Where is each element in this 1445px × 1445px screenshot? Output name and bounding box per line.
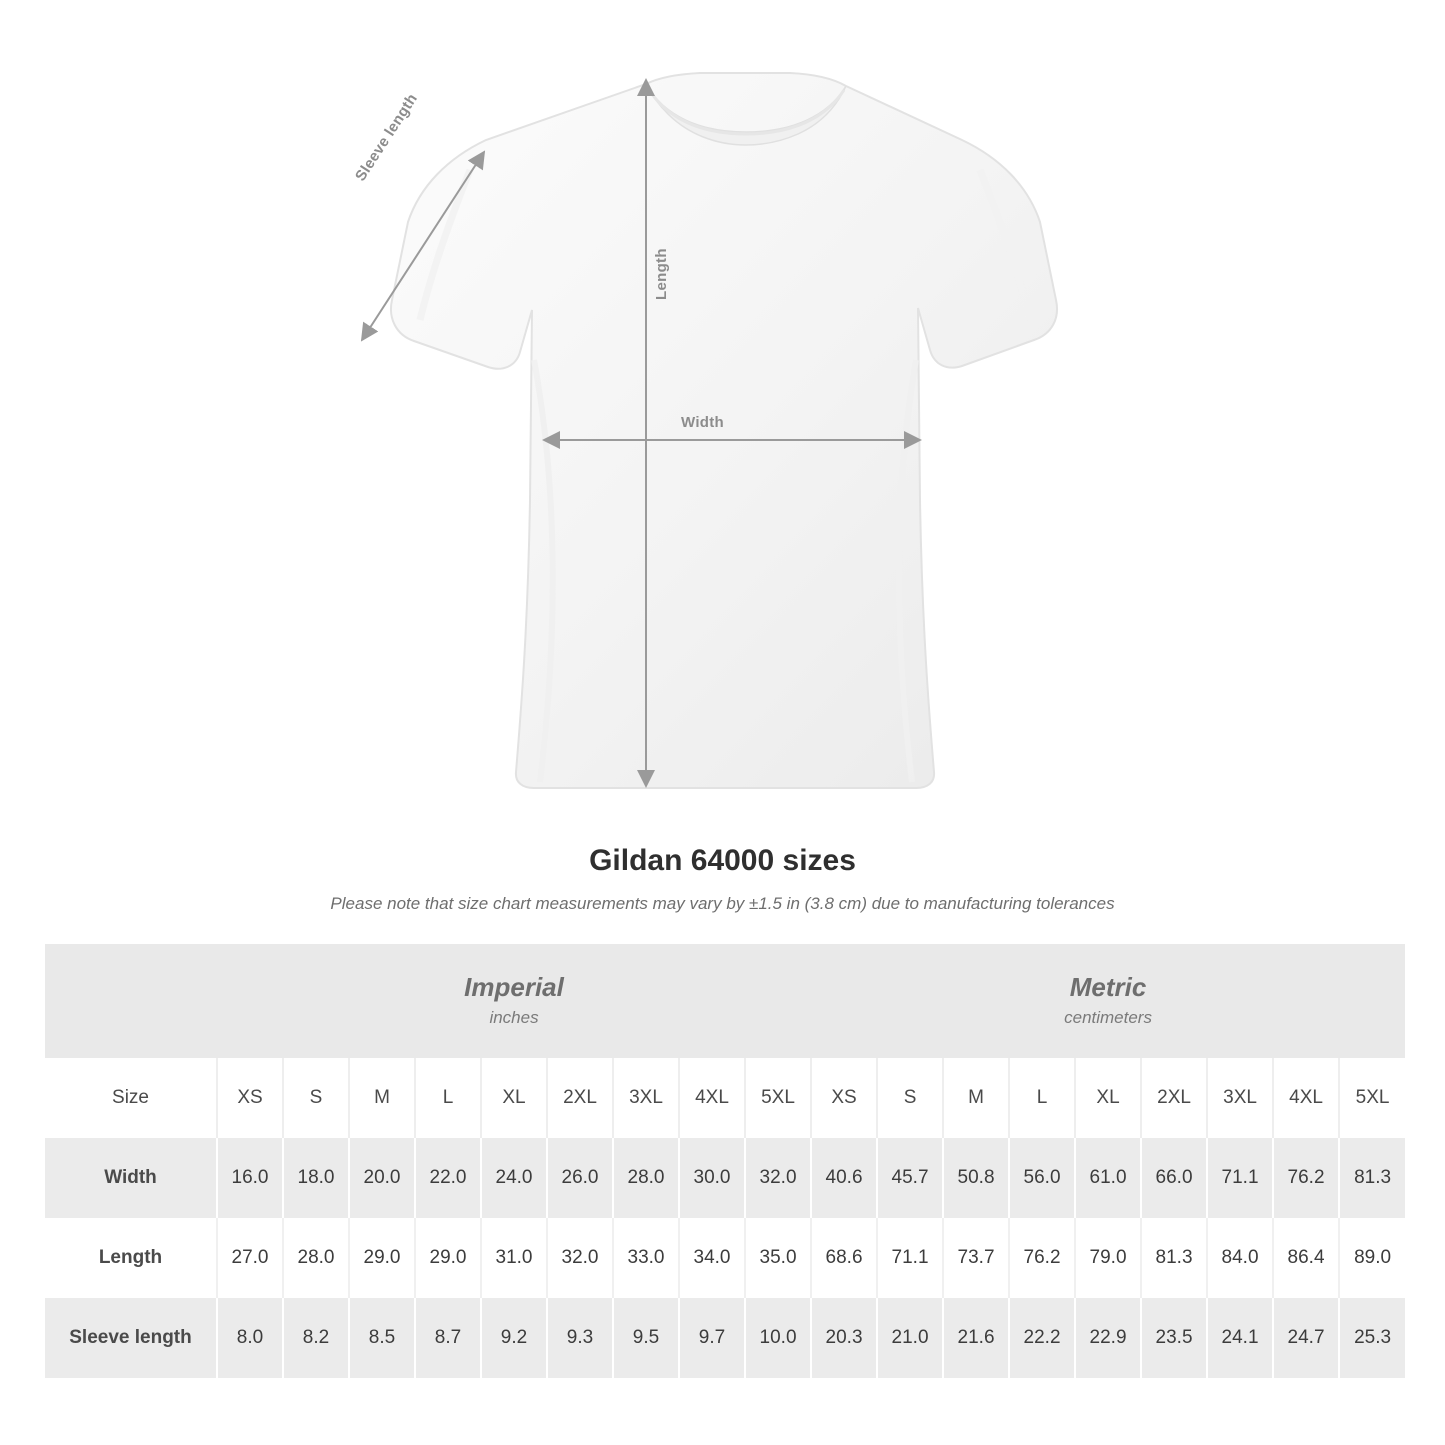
unit-header-row [45, 944, 1405, 1058]
cell: 84.0 [1207, 1218, 1273, 1298]
row-label: Width [45, 1138, 217, 1218]
unit-header-spacer [45, 944, 217, 1058]
size-table [45, 944, 1405, 1378]
cell: 24.7 [1273, 1298, 1339, 1378]
column-header: 2XL [1141, 1058, 1207, 1138]
unit-metric-title: Metric [1069, 972, 1147, 1003]
cell: 20.0 [349, 1138, 415, 1218]
unit-header-imperial [217, 944, 811, 1058]
cell: 40.6 [811, 1138, 877, 1218]
column-header: XL [1075, 1058, 1141, 1138]
column-header: 4XL [1273, 1058, 1339, 1138]
row-label: Length [45, 1218, 217, 1298]
cell: 27.0 [217, 1218, 283, 1298]
column-header: 4XL [679, 1058, 745, 1138]
cell: 16.0 [217, 1138, 283, 1218]
cell: 9.7 [679, 1298, 745, 1378]
cell: 8.7 [415, 1298, 481, 1378]
cell: 23.5 [1141, 1298, 1207, 1378]
cell: 8.5 [349, 1298, 415, 1378]
column-header: S [877, 1058, 943, 1138]
sleeve-length-label: Sleeve length [352, 90, 422, 185]
unit-metric-sub: centimeters [1064, 1007, 1152, 1027]
column-header: S [283, 1058, 349, 1138]
table-row [45, 1138, 1405, 1218]
cell: 9.3 [547, 1298, 613, 1378]
column-header: XL [481, 1058, 547, 1138]
cell: 71.1 [877, 1218, 943, 1298]
cell: 29.0 [349, 1218, 415, 1298]
cell: 20.3 [811, 1298, 877, 1378]
cell: 22.2 [1009, 1298, 1075, 1378]
column-header: 5XL [745, 1058, 811, 1138]
unit-imperial-sub: inches [489, 1007, 539, 1027]
size-table-wrapper [45, 944, 1400, 1378]
cell: 21.0 [877, 1298, 943, 1378]
cell: 26.0 [547, 1138, 613, 1218]
cell: 8.0 [217, 1298, 283, 1378]
column-header: L [1009, 1058, 1075, 1138]
cell: 86.4 [1273, 1218, 1339, 1298]
cell: 9.5 [613, 1298, 679, 1378]
cell: 25.3 [1339, 1298, 1405, 1378]
unit-header-metric [811, 944, 1405, 1058]
table-header-row [45, 1058, 1405, 1138]
cell: 31.0 [481, 1218, 547, 1298]
length-label: Length [653, 248, 670, 300]
unit-imperial-title: Imperial [464, 972, 564, 1003]
cell: 10.0 [745, 1298, 811, 1378]
cell: 21.6 [943, 1298, 1009, 1378]
cell: 89.0 [1339, 1218, 1405, 1298]
column-header: 3XL [613, 1058, 679, 1138]
cell: 28.0 [283, 1218, 349, 1298]
cell: 66.0 [1141, 1138, 1207, 1218]
column-header: M [943, 1058, 1009, 1138]
cell: 45.7 [877, 1138, 943, 1218]
cell: 56.0 [1009, 1138, 1075, 1218]
cell: 24.1 [1207, 1298, 1273, 1378]
cell: 18.0 [283, 1138, 349, 1218]
column-header-size: Size [45, 1058, 217, 1138]
cell: 9.2 [481, 1298, 547, 1378]
cell: 76.2 [1273, 1138, 1339, 1218]
row-label: Sleeve length [45, 1298, 217, 1378]
cell: 73.7 [943, 1218, 1009, 1298]
column-header: M [349, 1058, 415, 1138]
column-header: 3XL [1207, 1058, 1273, 1138]
table-row [45, 1298, 1405, 1378]
column-header: L [415, 1058, 481, 1138]
cell: 8.2 [283, 1298, 349, 1378]
cell: 22.0 [415, 1138, 481, 1218]
cell: 33.0 [613, 1218, 679, 1298]
column-header: XS [811, 1058, 877, 1138]
column-header: 5XL [1339, 1058, 1405, 1138]
cell: 34.0 [679, 1218, 745, 1298]
cell: 50.8 [943, 1138, 1009, 1218]
cell: 81.3 [1339, 1138, 1405, 1218]
cell: 81.3 [1141, 1218, 1207, 1298]
tolerance-note: Please note that size chart measurements may vary by ±1.5 in (3.8 cm) due to manufacturing tolerances [330, 894, 1115, 913]
column-header: XS [217, 1058, 283, 1138]
cell: 79.0 [1075, 1218, 1141, 1298]
cell: 24.0 [481, 1138, 547, 1218]
cell: 61.0 [1075, 1138, 1141, 1218]
title-block [0, 844, 1445, 914]
cell: 30.0 [679, 1138, 745, 1218]
cell: 29.0 [415, 1218, 481, 1298]
cell: 76.2 [1009, 1218, 1075, 1298]
column-header: 2XL [547, 1058, 613, 1138]
page-title: Gildan 64000 sizes [589, 844, 856, 877]
cell: 28.0 [613, 1138, 679, 1218]
table-row [45, 1218, 1405, 1298]
cell: 32.0 [547, 1218, 613, 1298]
cell: 22.9 [1075, 1298, 1141, 1378]
cell: 35.0 [745, 1218, 811, 1298]
cell: 32.0 [745, 1138, 811, 1218]
cell: 68.6 [811, 1218, 877, 1298]
cell: 71.1 [1207, 1138, 1273, 1218]
width-label: Width [681, 414, 725, 431]
